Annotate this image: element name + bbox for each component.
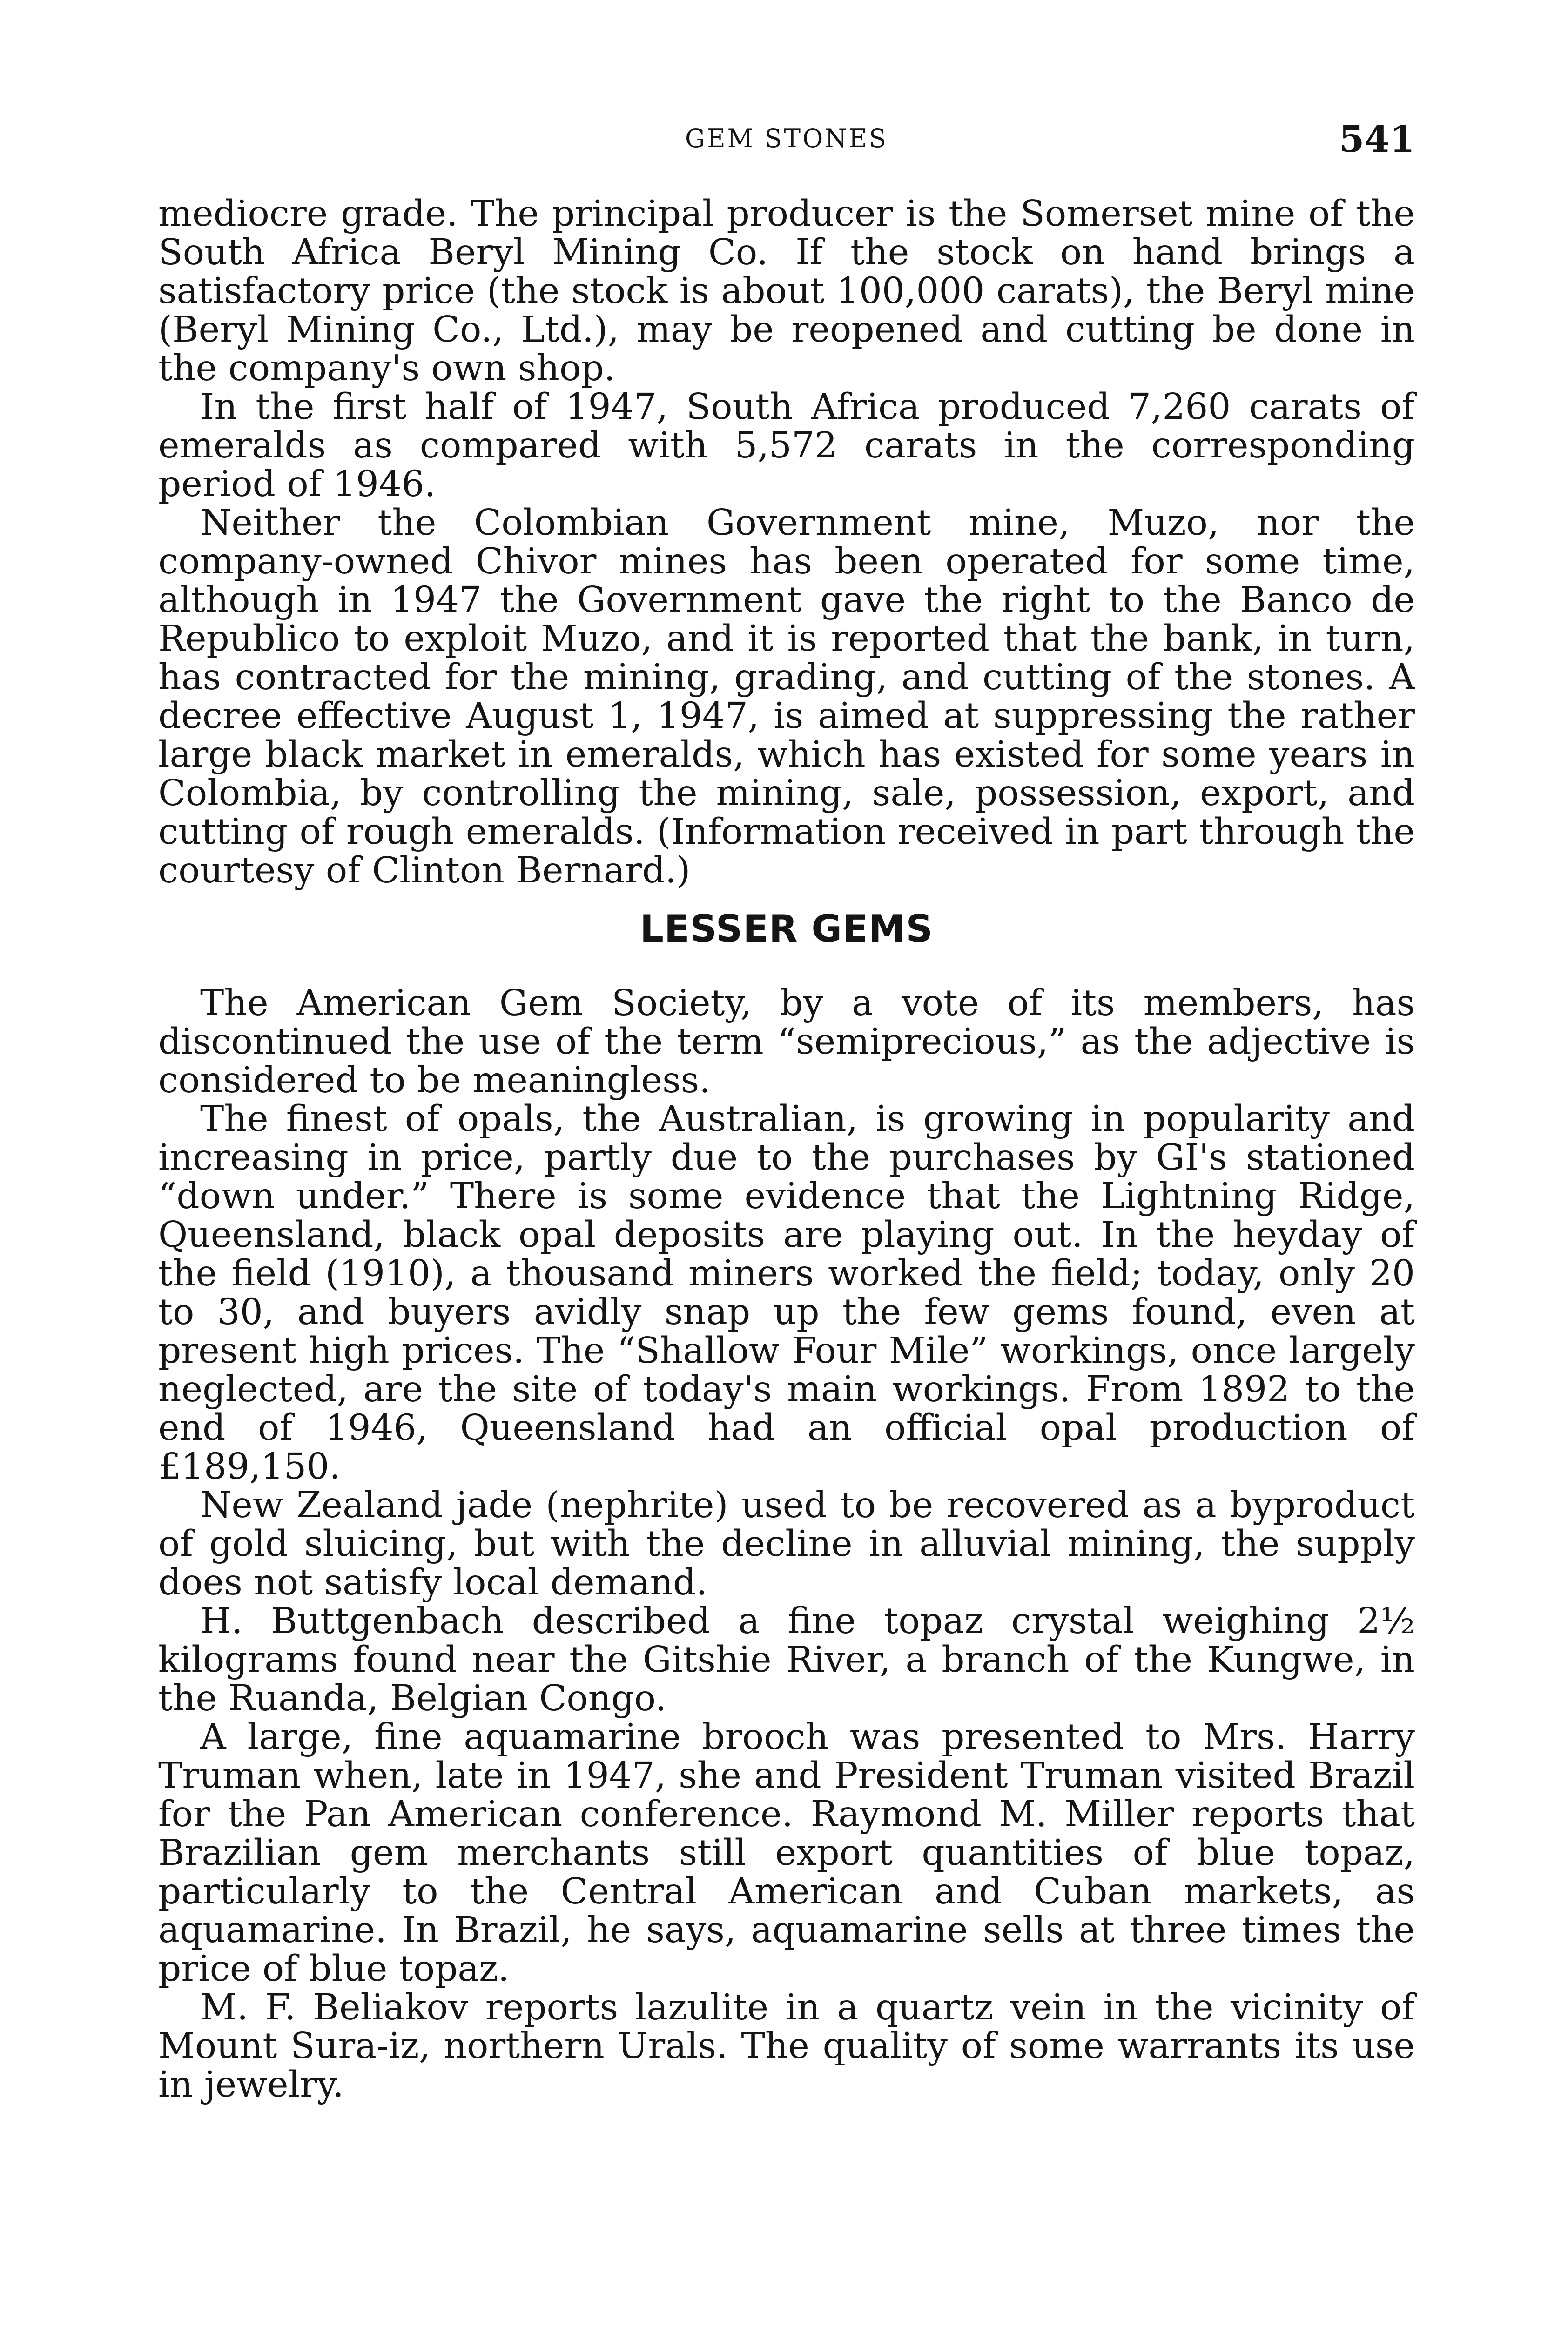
running-title: GEM STONES: [685, 124, 888, 153]
section-heading-lesser-gems: LESSER GEMS: [640, 907, 933, 950]
body-text: [158, 195, 1415, 2104]
paragraph-gem-society: The American Gem Society, by a vote of its members, has discontinued the use of the term “semiprecious,” as the adjective is considered to be meaningless.: [158, 982, 1415, 1101]
running-head: [158, 118, 1415, 164]
paragraph-continued-beryl: mediocre grade. The principal producer is the Somerset mine of the South Africa Beryl Mining Co. If the stock on hand brings a satisfactory price (the stock is about 100,000 carats), the Beryl mine (Beryl Mining Co., Ltd.), may be reopened and cutting be done in the company's own shop.: [158, 193, 1415, 389]
paragraph-new-zealand-jade: New Zealand jade (nephrite) used to be recovered as a byproduct of gold sluicing, but with the decline in alluvial mining, the supply does not satisfy local demand.: [158, 1485, 1415, 1603]
paragraph-colombian-mines: Neither the Colombian Government mine, Muzo, nor the company-owned Chivor mines has been operated for some time, although in 1947 the Government gave the right to the Banco de Republico to exploit Muzo, and it is reported that the bank, in turn, has contracted for the mining, grading, and cutting of the stones. A decree effective August 1, 1947, is aimed at suppressing the rather large black market in emeralds, which has existed for some years in Colombia, by controlling the mining, sale, possession, export, and cutting of rough emeralds. (Information received in part through the courtesy of Clinton Bernard.): [158, 502, 1415, 891]
paragraph-topaz-crystal: H. Buttgenbach described a fine topaz crystal weighing 2½ kilograms found near the Gitshie River, a branch of the Kungwe, in the Ruanda, Belgian Congo.: [158, 1601, 1415, 1719]
paragraph-australian-opals: The finest of opals, the Australian, is growing in popularity and increasing in price, partly due to the purchases by GI's stationed “down under.” There is some evidence that the Lightning Ridge, Queensland, black opal deposits are playing out. In the heyday of the field (1910), a thousand miners worked the field; today, only 20 to 30, and buyers avidly snap up the few gems found, even at present high prices. The “Shallow Four Mile” workings, once largely neglected, are the site of today's main workings. From 1892 to the end of 1946, Queensland had an official opal production of £189,150.: [158, 1098, 1415, 1487]
paragraph-lazulite: M. F. Beliakov reports lazulite in a quartz vein in the vicinity of Mount Sura-iz, northern Urals. The quality of some warrants its use in jewelry.: [158, 1987, 1415, 2105]
paragraph-south-africa-emeralds: In the first half of 1947, South Africa produced 7,260 carats of emeralds as compared with 5,572 carats in the corresponding period of 1946.: [158, 386, 1415, 505]
paragraph-aquamarine-brooch: A large, fine aquamarine brooch was presented to Mrs. Harry Truman when, late in 1947, she and President Truman visited Brazil for the Pan American conference. Raymond M. Miller reports that Brazilian gem merchants still export quantities of blue topaz, particularly to the Central American and Cuban markets, as aquamarine. In Brazil, he says, aquamarine sells at three times the price of blue topaz.: [158, 1716, 1415, 1990]
page-number: 541: [1339, 118, 1415, 161]
